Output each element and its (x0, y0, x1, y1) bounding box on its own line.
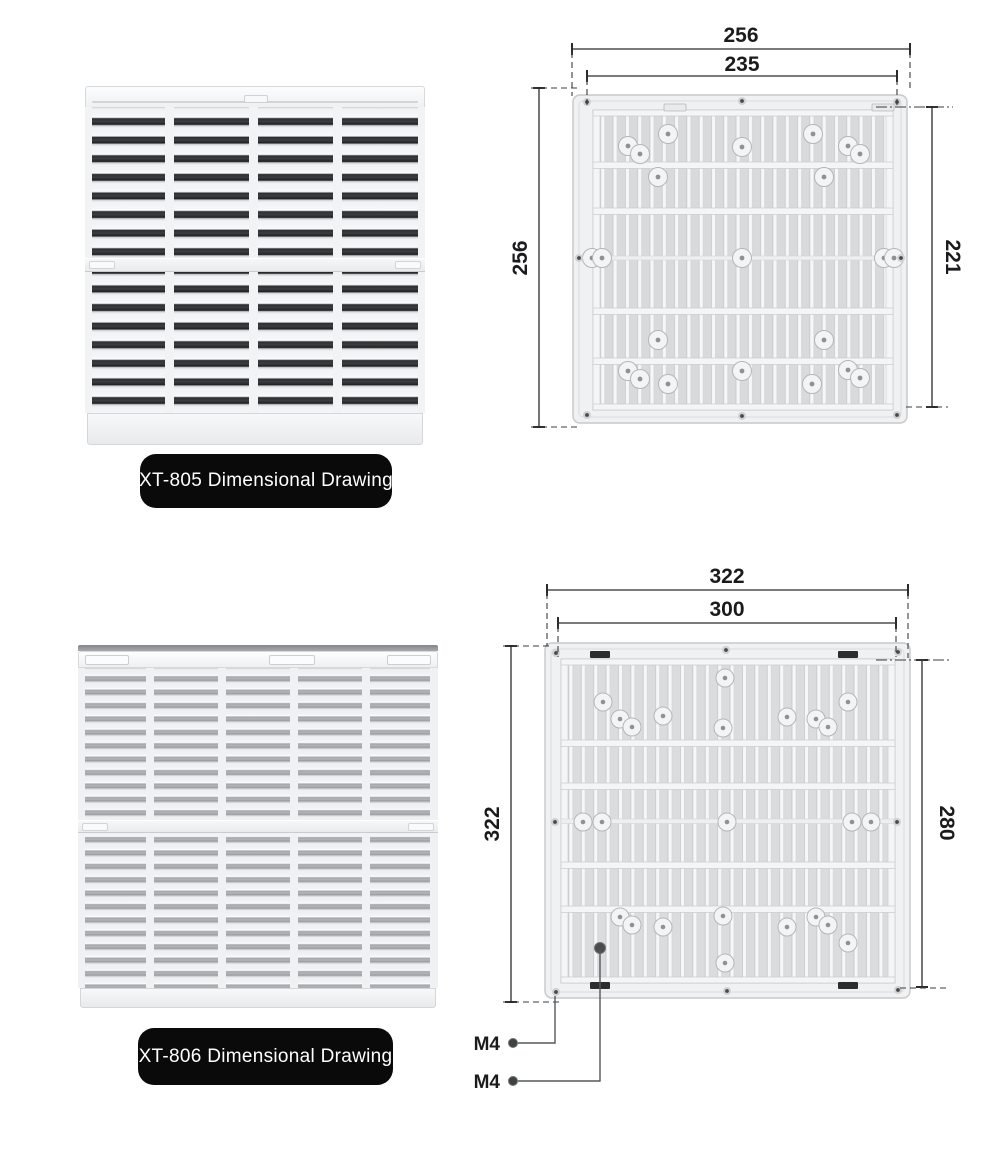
support-tab-right (408, 823, 434, 831)
xt805-rear-view (573, 95, 907, 423)
cap-tab-left (85, 655, 129, 665)
xt806-louver-cap (78, 651, 438, 668)
xt805-dimensional-drawing (505, 20, 965, 445)
support-tab-left (82, 823, 108, 831)
dim-value-outer-height: 256 (509, 240, 532, 276)
m4-dot-bottom (509, 1077, 518, 1086)
m4-label-top: M4 (473, 1034, 500, 1055)
xt806-center-support (78, 820, 438, 833)
dim-value-inner-height: 280 (935, 805, 958, 841)
xt806-badge-label: XT-806 Dimensional Drawing (138, 1045, 393, 1067)
dim-value-inner-height: 221 (941, 239, 964, 275)
dim-value-outer-width: 256 (723, 24, 759, 47)
cap-notch (244, 95, 268, 103)
xt805-center-support (85, 258, 425, 272)
m4-dot-top (509, 1039, 518, 1048)
xt805-base-strip (87, 413, 423, 445)
xt805-louver-cap (85, 86, 425, 108)
xt806-dimensional-drawing (460, 565, 965, 1100)
support-tab-left (89, 261, 115, 269)
xt805-badge-label: XT-805 Dimensional Drawing (139, 470, 393, 491)
xt805-front-photo (85, 86, 425, 445)
m4-leader-top (518, 996, 555, 1043)
cap-tab-right (387, 655, 431, 665)
dim-value-outer-height: 322 (481, 806, 504, 842)
xt805-dim-outer-height (509, 88, 581, 427)
xt806-badge (138, 1028, 393, 1085)
xt805-badge (140, 454, 392, 508)
support-tab-right (395, 261, 421, 269)
xt806-base-strip (80, 988, 436, 1008)
cap-tab-center (269, 655, 315, 665)
dim-value-inner-width: 300 (709, 598, 745, 621)
dim-value-inner-width: 235 (724, 53, 760, 76)
m4-label-bottom: M4 (473, 1072, 500, 1093)
dim-value-outer-width: 322 (709, 565, 745, 588)
xt806-front-photo (78, 645, 438, 1008)
